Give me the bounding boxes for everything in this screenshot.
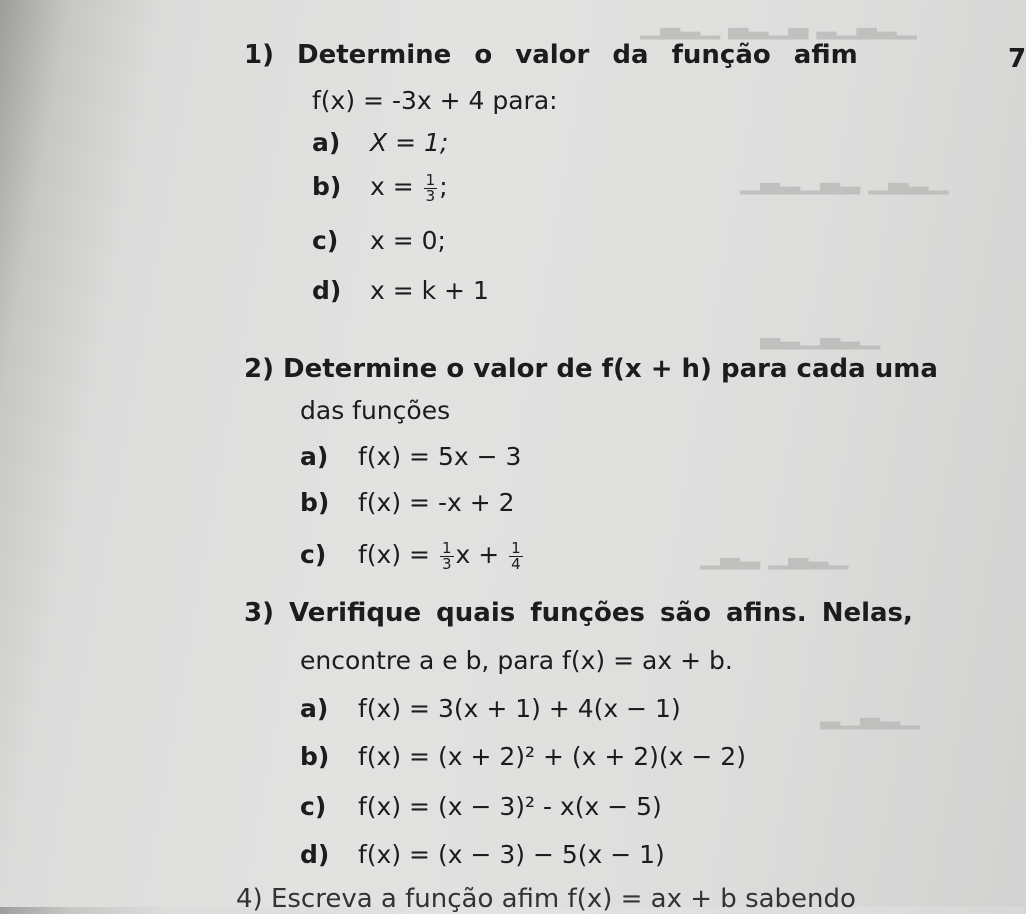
- q1-item-b: b) x = $\frac{1}{3}$ ;: [312, 170, 448, 205]
- q3-title: 3) Verifique quais funções são afins. Nelas,: [244, 598, 913, 628]
- q4-title-partial: 4) Escreva a função afim f(x) = ax + b sabendo: [236, 884, 856, 914]
- q2-title: 2) Determine o valor de f(x + h) para cada uma: [244, 354, 938, 384]
- q2-item-a: a) f(x) = 5x − 3: [300, 442, 522, 471]
- bleed-through-text: ▁▂▃▁▂ ▃▁▂▃ ▁▂▃▁: [640, 10, 917, 40]
- fraction: $\frac{1}{3}$: [441, 538, 452, 573]
- q3-item-a: a) f(x) = 3(x + 1) + 4(x − 1): [300, 694, 681, 723]
- q1-item-a: a) X = 1;: [312, 128, 449, 157]
- q2-title-cont: das funções: [300, 396, 451, 425]
- q1-item-c: c) x = 0;: [312, 226, 446, 255]
- bleed-through-text: ▁▂▃▁▂: [820, 700, 920, 730]
- bleed-through-text: ▁▂▃▁ ▂▃▁▂▃▁: [740, 165, 949, 195]
- q1-item-d: d) x = k + 1: [312, 276, 489, 305]
- fraction: $\frac{1}{3}$: [425, 170, 436, 205]
- bleed-through-text: ▁▂▃▁ ▂▃▁: [700, 540, 849, 570]
- q1-function: f(x) = -3x + 4 para:: [312, 86, 558, 115]
- page-number: 7: [1008, 44, 1026, 74]
- q2-item-b: b) f(x) = -x + 2: [300, 488, 515, 517]
- fraction: $\frac{1}{4}$: [511, 538, 521, 573]
- q3-item-b: b) f(x) = (x + 2)² + (x + 2)(x − 2): [300, 742, 746, 771]
- q2-item-c: c) f(x) = $\frac{1}{3}$ x + $\frac{1}{4}$: [300, 538, 521, 573]
- q1-title: 1) Determine o valor da função afim: [244, 40, 858, 70]
- q3-title-cont: encontre a e b, para f(x) = ax + b.: [300, 646, 733, 675]
- q3-item-d: d) f(x) = (x − 3) − 5(x − 1): [300, 840, 665, 869]
- q3-item-c: c) f(x) = (x − 3)² - x(x − 5): [300, 792, 662, 821]
- bleed-through-text: ▁▂▃▁▂▃: [760, 320, 880, 350]
